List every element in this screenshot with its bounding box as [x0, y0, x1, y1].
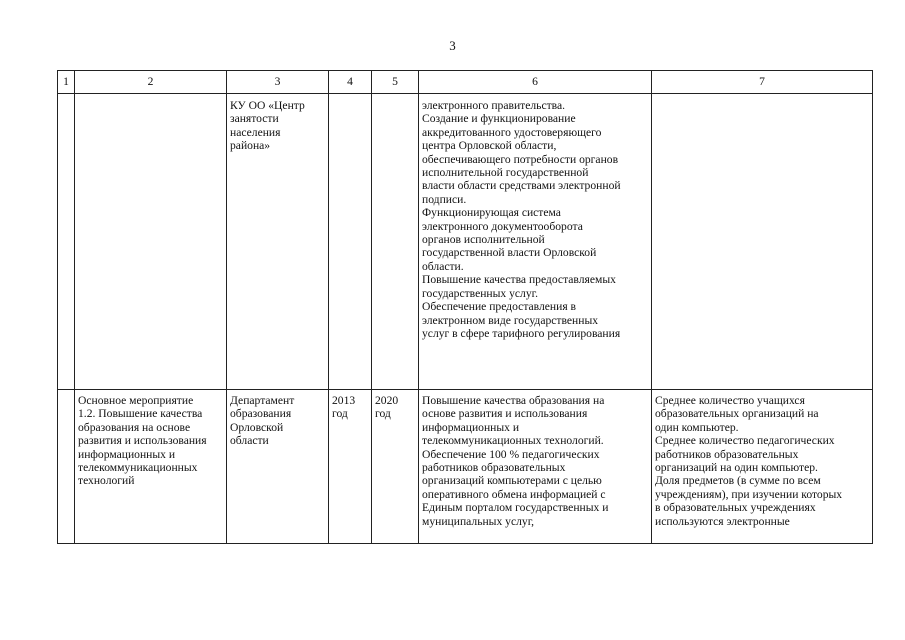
row1-expected-results-cell: электронного правительства. Создание и функционирование аккредитованного удостоверяющего центра Орловской области, обеспечивающего потребности органов исполнительной государственной власти области средствами электронной подписи. Функционирующая система электронного документооборота органов исполнительной государственной власти Орловской области. Повышение качества предоставляемых государственных услуг. Обеспечение предоставления в электронном виде государственных услуг в сфере тарифного регулирования [419, 94, 652, 390]
row1-start-year-cell [329, 94, 372, 390]
row2-executor-cell: Департамент образования Орловской области [227, 390, 329, 544]
row2-start-year-cell: 2013 год [329, 390, 372, 544]
table-row [58, 390, 873, 544]
table-header-row [58, 71, 873, 94]
row2-activity-cell: Основное мероприятие 1.2. Повышение качества образования на основе развития и использования информационных и телекоммуникационных технологий [75, 390, 227, 544]
row2-expected-results-cell: Повышение качества образования на основе развития и использования информационных и телекоммуникационных технологий. Обеспечение 100 % педагогических работников образовательных организаций компьютерами с целью оперативного обмена информацией с Единым порталом государственных и муниципальных услуг, [419, 390, 652, 544]
row1-activity-cell [75, 94, 227, 390]
row1-indicators-cell [652, 94, 873, 390]
column-header-5: 5 [372, 71, 419, 94]
column-header-1: 1 [58, 71, 75, 94]
column-header-6: 6 [419, 71, 652, 94]
column-header-3: 3 [227, 71, 329, 94]
column-header-4: 4 [329, 71, 372, 94]
row1-end-year-cell [372, 94, 419, 390]
column-header-7: 7 [652, 71, 873, 94]
row1-col1-cell [58, 94, 75, 390]
program-table [57, 70, 873, 544]
row1-executor-cell: КУ ОО «Центр занятости населения района» [227, 94, 329, 390]
table-row [58, 94, 873, 390]
column-header-2: 2 [75, 71, 227, 94]
row2-end-year-cell: 2020 год [372, 390, 419, 544]
page-number: 3 [449, 38, 456, 53]
row2-indicators-cell: Среднее количество учащихся образовательных организаций на один компьютер. Среднее количество педагогических работников образовательных организаций на один компьютер. Доля предметов (в сумме по всем учреждениям), при изучении которых в образовательных учреждениях используются электронные [652, 390, 873, 544]
row2-col1-cell [58, 390, 75, 544]
